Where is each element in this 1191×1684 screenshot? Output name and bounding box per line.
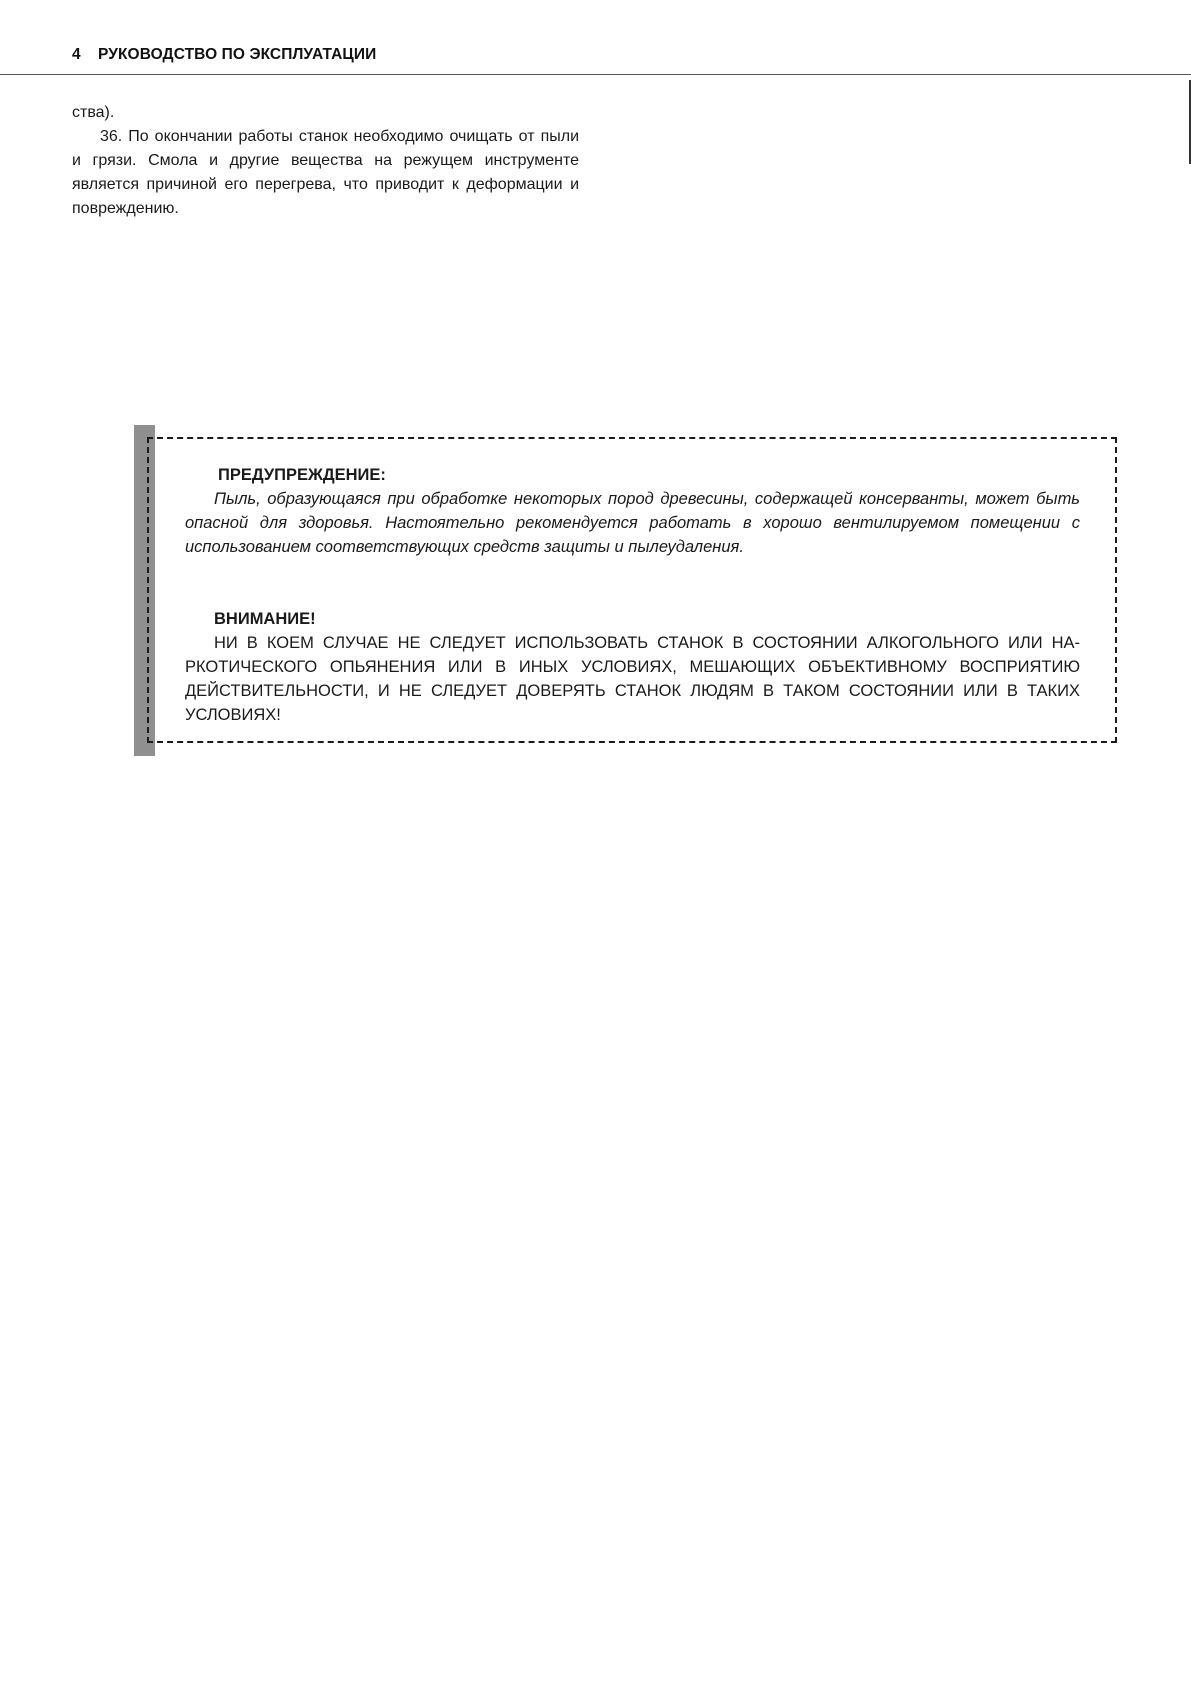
paragraph-36: 36. По окончании работы станок необходимо очищать от пыли и грязи. Смола и другие вещества на режущем инструменте является причиной его перегрева, что приводит к деформации и повреждению. <box>72 128 579 217</box>
running-title: РУКОВОДСТВО ПО ЭКСПЛУАТАЦИИ <box>98 46 377 63</box>
warning-title: ПРЕДУПРЕЖДЕНИЕ: <box>218 466 386 484</box>
page-number: 4 <box>72 46 81 63</box>
page-header <box>0 0 1191 75</box>
warning-text: Пыль, образующаяся при обработке некоторых пород древесины, содержащей консерванты, может быть опасной для здоровья. Настоятельно рекомендуется работать в хорошо вентилируемом помещении с использованием соответствующих средств защиты и пылеудаления. <box>185 490 1080 556</box>
notice-content <box>185 463 1080 727</box>
attention-title: ВНИМАНИЕ! <box>214 610 316 628</box>
continuation-paragraph: ства). <box>72 104 115 121</box>
body-text <box>72 101 579 221</box>
attention-text: НИ В КОЕМ СЛУЧАЕ НЕ СЛЕДУЕТ ИСПОЛЬЗОВАТЬ СТАНОК В СОСТОЯНИИ АЛКОГОЛЬНОГО ИЛИ НАРКОТИЧЕСКОГО ОПЬЯНЕНИЯ ИЛИ В ИНЫХ УСЛОВИЯХ, МЕШАЮЩИХ ОБЪЕКТИВНОМУ ВОСПРИЯТИЮ ДЕЙСТВИТЕЛЬНОСТИ, И НЕ СЛЕДУЕТ ДОВЕРЯТЬ СТАНОК ЛЮДЯМ В ТАКОМ СОСТОЯНИИ ИЛИ В ТАКИХ УСЛОВИЯХ! <box>185 634 1080 724</box>
